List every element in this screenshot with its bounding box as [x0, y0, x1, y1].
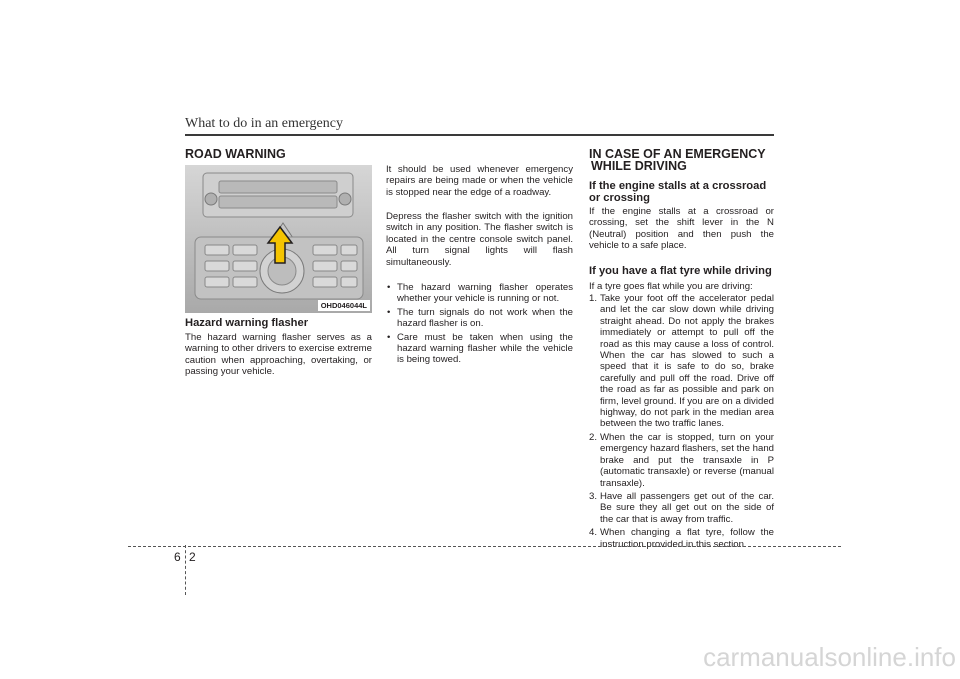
subheading-line: If the engine stalls at a crossroad: [589, 180, 767, 192]
hazard-flasher-paragraph: The hazard warning flasher serves as a warning to other drivers to exercise extreme caution when approaching, overtaking, or passing your vehicle.: [185, 332, 372, 378]
chapter-number: 6: [174, 550, 181, 564]
hazard-notes-list: [386, 282, 573, 368]
flat-tyre-steps: [589, 293, 774, 552]
hazard-switch-figure: [185, 165, 372, 313]
section-title-emergency: [589, 148, 766, 172]
figure-code: OHD046044L: [318, 300, 370, 311]
list-item: • Care must be taken when using the hazard warning flasher while the vehicle is being towed.: [386, 332, 573, 366]
list-item: [589, 432, 774, 489]
list-item: [589, 491, 774, 525]
subheading-engine-stalls: [589, 180, 766, 204]
step-text: When the car is stopped, turn on your emergency hazard flashers, set the hand brake and put the transaxle in P (automatic transaxle) or reverse (manual transaxle).: [600, 431, 774, 489]
subheading-hazard-warning-flasher: Hazard warning flasher: [185, 317, 309, 329]
footer-divider: [128, 546, 841, 547]
section-title-line: IN CASE OF AN EMERGENCY: [589, 147, 766, 161]
step-text: Have all passengers get out of the car. Be sure they all get out on the side of the car that is away from traffic.: [600, 490, 774, 525]
page-header-title: What to do in an emergency: [185, 116, 343, 131]
middle-paragraph-1: It should be used whenever emergency repairs are being made or when the vehicle is stopped near the edge of a roadway.: [386, 164, 573, 198]
step-text: Take your foot off the accelerator pedal and let the car slow down while driving straight ahead. Do not apply the brakes immediately or attempt to pull off the road as this may cause a loss of control. When the car has slowed to such a speed that it is safe to do so, brake carefully and pull off the road. Drive off the road as far as possible and park on firm, level ground. If you are on a divided highway, do not park in the median area between the two traffic lanes.: [600, 293, 774, 430]
subheading-flat-tyre: If you have a flat tyre while driving: [589, 265, 772, 277]
list-item: [589, 293, 774, 430]
middle-paragraph-2: Depress the flasher switch with the ignition switch in any position. The flasher switch is located in the centre console switch panel. All turn signal lights will flash simultaneously.: [386, 211, 573, 268]
hazard-arrow-icon: [266, 225, 294, 265]
engine-stalls-paragraph: If the engine stalls at a crossroad or crossing, set the shift lever in the N (Neutral) position and then push the vehicle to a safe place.: [589, 206, 774, 252]
step-text: When changing a flat tyre, follow the instruction provided in this section.: [600, 527, 774, 550]
watermark: carmanualsonline.info: [703, 642, 956, 672]
step-number: 4.: [589, 527, 598, 539]
header-rule: [185, 134, 774, 136]
page-number-divider: [185, 545, 187, 595]
flat-tyre-intro: If a tyre goes flat while you are driving:: [589, 281, 753, 292]
step-number: 1.: [589, 293, 598, 304]
page-number: 2: [189, 550, 196, 564]
step-number: 2.: [589, 431, 598, 443]
list-item: • The turn signals do not work when the hazard flasher is on.: [386, 307, 573, 330]
list-item: • The hazard warning flasher operates whether your vehicle is running or not.: [386, 282, 573, 305]
section-title-line: WHILE DRIVING: [591, 159, 687, 173]
section-title-road-warning: ROAD WARNING: [185, 147, 286, 161]
step-number: 3.: [589, 490, 598, 502]
subheading-line: or crossing: [589, 192, 650, 204]
